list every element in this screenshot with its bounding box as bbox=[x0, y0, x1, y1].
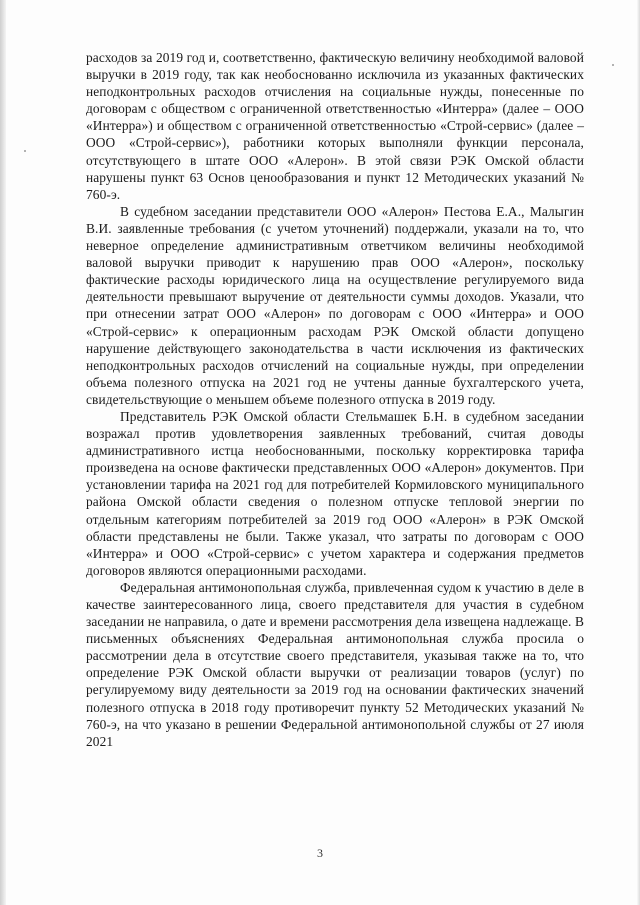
paragraph-fas-position: Федеральная антимонопольная служба, привлеченная судом к участию в деле в качестве заинтересованного лица, своего представителя для участия в судебном заседании не направила, о дате и времени рассмотрения дела извещена надлежаще. В письменных объяснениях Федеральная антимонопольная служба просила о рассмотрении дела в отсутствие своего представителя, указывая также на то, что определение РЭК Омской области выручки от реализации товаров (услуг) по регулируемому виду деятельности за 2019 год на основании фактических значений полезного отпуска в 2018 году противоречит пункту 52 Методических указаний № 760-э, на что указано в решении Федеральной антимонопольной службы от 27 июля 2021 bbox=[86, 579, 584, 749]
paragraph-rek-position: Представитель РЭК Омской области Стельмашек Б.Н. в судебном заседании возражал против удовлетворения заявленных требований, считая доводы административного истца необоснованными, поскольку корректировка тарифа произведена на основе фактически представленных ООО «Алерон» документов. При установлении тарифа на 2021 год для потребителей Кормиловского муниципального района Омской области сведения о полезном отпуске тепловой энергии по отдельным категориям потребителей за 2019 год ООО «Алерон» в РЭК Омской области представлены не были. Также указал, что затраты по договорам с ООО «Интерра» и ООО «Строй-сервис» с учетом характера и содержания предметов договоров являются операционными расходами. bbox=[86, 408, 584, 578]
document-body bbox=[86, 49, 584, 750]
paragraph-plaintiff-position: В судебном заседании представители ООО «Алерон» Пестова Е.А., Малыгин В.И. заявленные требования (с учетом уточнений) поддержали, указали на то, что неверное определение административным ответчиком величины необходимой валовой выручки приводит к нарушению прав ООО «Алерон», поскольку фактические расходы юридического лица на осуществление регулируемого вида деятельности превышают выручение от деятельности суммы доходов. Указали, что при отнесении затрат ООО «Алерон» по договорам с ООО «Интерра» и ООО «Строй-сервис» к операционным расходам РЭК Омской области допущено нарушение действующего законодательства в части исключения из фактических неподконтрольных расходов отчислений на социальные нужды, при определении объема полезного отпуска на 2021 год не учтены данные бухгалтерского учета, свидетельствующие о меньшем объеме полезного отпуска в 2019 году. bbox=[86, 203, 584, 407]
paragraph-continuation: расходов за 2019 год и, соответственно, фактическую величину необходимой валовой выручки в 2019 году, так как необоснованно исключила из указанных фактических неподконтрольных расходов отчисления на социальные нужды, понесенные по договорам с обществом с ограниченной ответственностью «Интерра» (далее – ООО «Интерра») и обществом с ограниченной ответственностью «Строй-сервис» (далее – ООО «Строй-сервис»), работники которых выполняли функции персонала, отсутствующего в штате ООО «Алерон». В этой связи РЭК Омской области нарушены пункт 63 Основ ценообразования и пункт 12 Методических указаний № 760-э. bbox=[86, 50, 584, 202]
scan-shadow-left bbox=[0, 0, 6, 905]
scan-speck bbox=[24, 150, 26, 152]
page-number: 3 bbox=[317, 846, 323, 860]
scan-speck bbox=[612, 64, 614, 66]
